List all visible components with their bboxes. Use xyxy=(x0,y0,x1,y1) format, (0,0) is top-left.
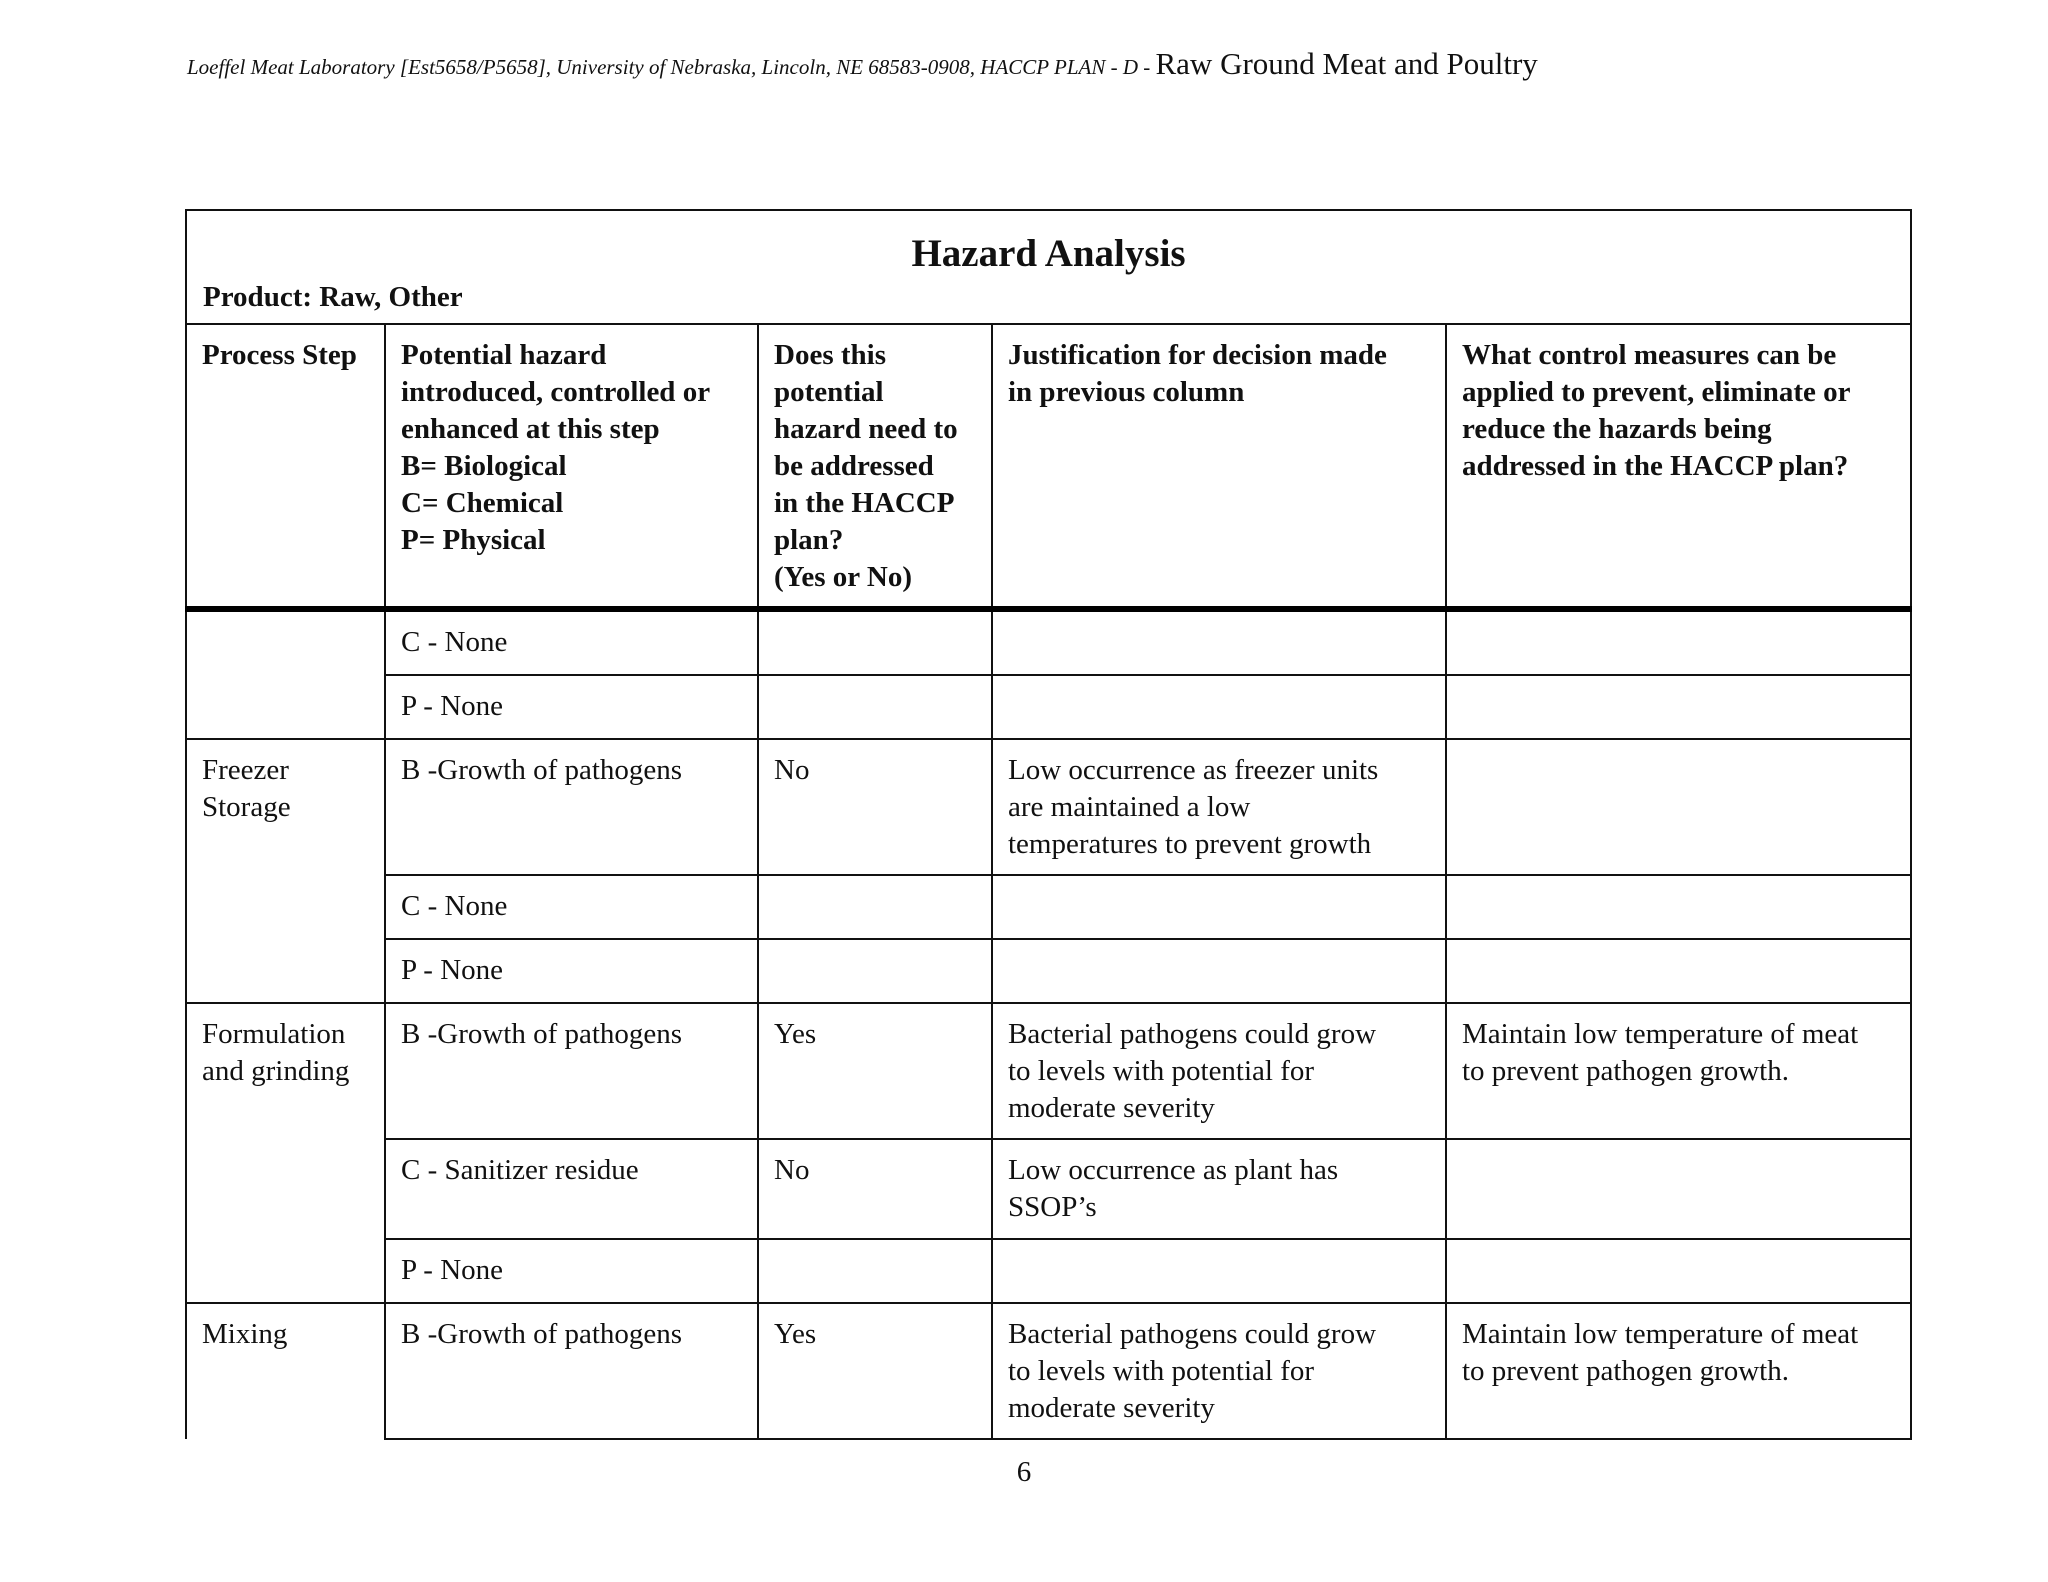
control-cell: Maintain low temperature of meat to prevent pathogen growth. xyxy=(1446,1003,1911,1139)
control-cell xyxy=(1446,739,1911,875)
control-cell xyxy=(1446,875,1911,939)
header-line: Does this xyxy=(774,339,886,371)
header-line: P= Physical xyxy=(401,524,546,556)
hazard-cell: C - Sanitizer residue xyxy=(385,1139,758,1239)
addressed-cell: Yes xyxy=(758,1303,992,1439)
justification-cell xyxy=(992,939,1446,1003)
table-row xyxy=(186,1139,1911,1239)
addressed-cell xyxy=(758,939,992,1003)
justification-cell xyxy=(992,675,1446,739)
running-header-title: Raw Ground Meat and Poultry xyxy=(1155,46,1538,81)
control-cell xyxy=(1446,939,1911,1003)
table-row xyxy=(186,939,1911,1003)
header-line: reduce the hazards being xyxy=(1462,413,1772,445)
header-line: in previous column xyxy=(1008,376,1245,408)
addressed-cell xyxy=(758,609,992,675)
control-cell: Maintain low temperature of meat to prevent pathogen growth. xyxy=(1446,1303,1911,1439)
column-header-row xyxy=(186,324,1911,609)
justification-cell xyxy=(992,609,1446,675)
hazard-cell: P - None xyxy=(385,675,758,739)
process-step-cell xyxy=(186,609,385,739)
running-header-text: Loeffel Meat Laboratory [Est5658/P5658], University of Nebraska, Lincoln, NE 68583-0908, HACCP PLAN - D - xyxy=(187,55,1156,79)
header-line: C= Chemical xyxy=(401,487,564,519)
addressed-cell xyxy=(758,675,992,739)
control-cell xyxy=(1446,1139,1911,1239)
table-row xyxy=(186,739,1911,875)
table-row xyxy=(186,1239,1911,1303)
product-label: Product: Raw, Other xyxy=(203,281,463,313)
control-cell xyxy=(1446,675,1911,739)
header-line: Justification for decision made xyxy=(1008,339,1387,371)
addressed-cell xyxy=(758,875,992,939)
addressed-cell: No xyxy=(758,739,992,875)
table-row xyxy=(186,875,1911,939)
header-line: potential xyxy=(774,376,884,408)
header-line: hazard need to xyxy=(774,413,958,445)
process-step-cell: Freezer Storage xyxy=(186,739,385,1003)
hazard-cell: C - None xyxy=(385,609,758,675)
header-line: plan? xyxy=(774,524,844,556)
page-number: 6 xyxy=(1016,1456,1032,1488)
hazard-cell: P - None xyxy=(385,1239,758,1303)
header-line: be addressed xyxy=(774,450,934,482)
table-row xyxy=(186,1303,1911,1439)
header-line: Process Step xyxy=(202,339,357,371)
justification-cell xyxy=(992,1239,1446,1303)
header-line: introduced, controlled or xyxy=(401,376,711,408)
hazard-cell: P - None xyxy=(385,939,758,1003)
table-body xyxy=(186,609,1911,1439)
header-line: in the HACCP xyxy=(774,487,955,519)
justification-cell: Bacterial pathogens could grow to levels with potential for moderate severity xyxy=(992,1303,1446,1439)
header-line: (Yes or No) xyxy=(774,561,912,593)
header-line: addressed in the HACCP plan? xyxy=(1462,450,1849,482)
justification-cell: Low occurrence as freezer units are maintained a low temperatures to prevent growth xyxy=(992,739,1446,875)
process-step-cell: Mixing xyxy=(186,1303,385,1439)
table-title-cell xyxy=(186,210,1911,324)
header-line: enhanced at this step xyxy=(401,413,660,445)
table-title: Hazard Analysis xyxy=(911,232,1186,275)
hazard-cell: B -Growth of pathogens xyxy=(385,1003,758,1139)
addressed-cell: Yes xyxy=(758,1003,992,1139)
justification-cell: Bacterial pathogens could grow to levels with potential for moderate severity xyxy=(992,1003,1446,1139)
col-header-justification xyxy=(992,324,1446,609)
hazard-analysis-table xyxy=(185,209,1912,1440)
col-header-process-step xyxy=(186,324,385,609)
hazard-cell: B -Growth of pathogens xyxy=(385,1303,758,1439)
table-row xyxy=(186,675,1911,739)
hazard-cell: C - None xyxy=(385,875,758,939)
addressed-cell: No xyxy=(758,1139,992,1239)
running-header xyxy=(187,46,1538,82)
table-row xyxy=(186,609,1911,675)
addressed-cell xyxy=(758,1239,992,1303)
header-line: Potential hazard xyxy=(401,339,607,371)
hazard-cell: B -Growth of pathogens xyxy=(385,739,758,875)
col-header-addressed xyxy=(758,324,992,609)
header-line: applied to prevent, eliminate or xyxy=(1462,376,1851,408)
header-line: B= Biological xyxy=(401,450,567,482)
table-row xyxy=(186,1003,1911,1139)
justification-cell: Low occurrence as plant has SSOP’s xyxy=(992,1139,1446,1239)
process-step-cell: Formulation and grinding xyxy=(186,1003,385,1303)
control-cell xyxy=(1446,609,1911,675)
header-line: What control measures can be xyxy=(1462,339,1837,371)
justification-cell xyxy=(992,875,1446,939)
col-header-potential-hazard xyxy=(385,324,758,609)
control-cell xyxy=(1446,1239,1911,1303)
col-header-control-measures xyxy=(1446,324,1911,609)
